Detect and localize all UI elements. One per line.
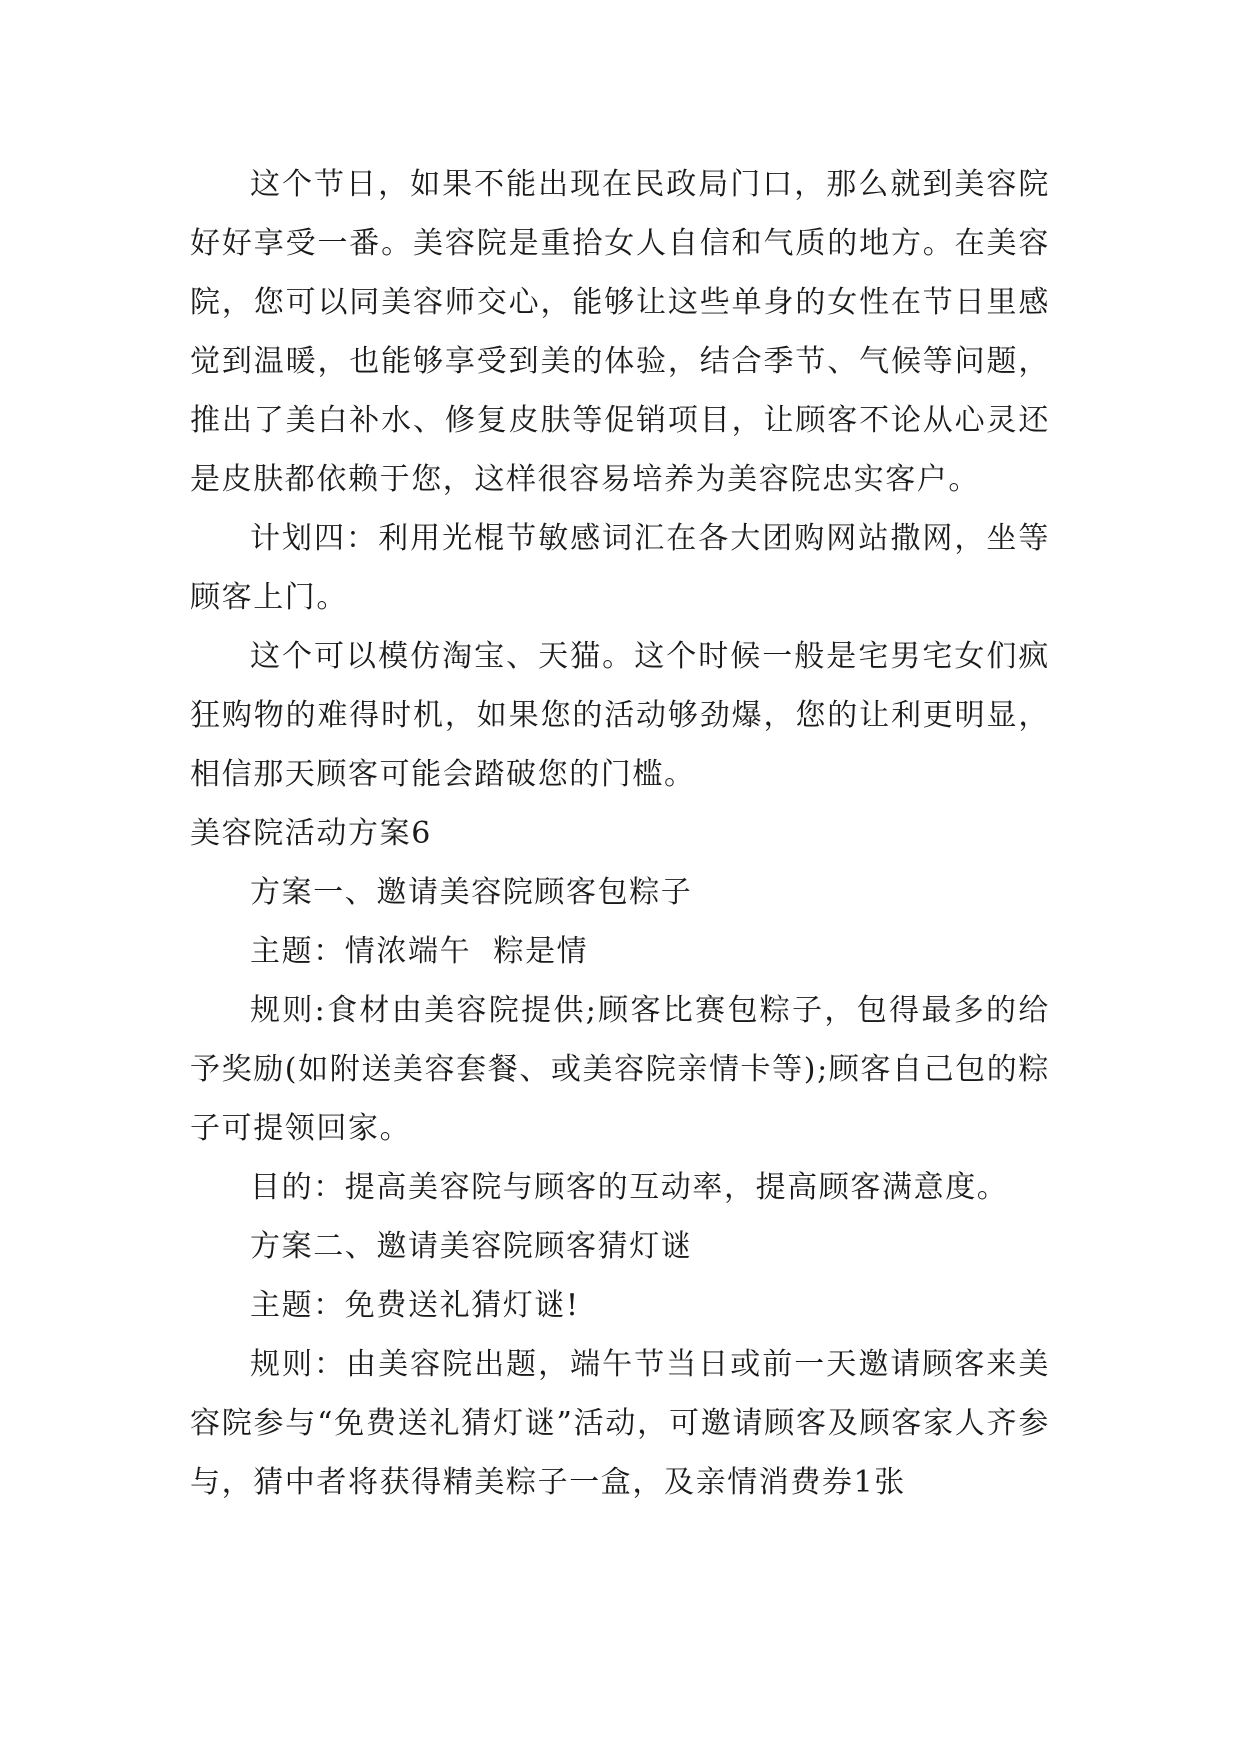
paragraph-scheme-two: 方案二、邀请美容院顾客猜灯谜 <box>250 1229 693 1264</box>
paragraph-scheme-two-rules: 规则：由美容院出题，端午节当日或前一天邀请顾客来美容院参与“免费送礼猜灯谜”活动，可邀请顾客及顾客家人齐参与，猜中者将获得精美粽子一盒，及亲情消费券1张 <box>190 1347 1050 1500</box>
section-heading: 美容院活动方案6 <box>190 816 432 851</box>
document-body <box>190 155 1050 1512</box>
paragraph-scheme-two-theme: 主题：免费送礼猜灯谜! <box>250 1288 580 1323</box>
paragraph-scheme-one-purpose: 目的：提高美容院与顾客的互动率，提高顾客满意度。 <box>250 1170 1009 1205</box>
paragraph-plan-four: 计划四：利用光棍节敏感词汇在各大团购网站撒网，坐等顾客上门。 <box>190 521 1050 615</box>
paragraph-holiday-salon: 这个节日，如果不能出现在民政局门口，那么就到美容院好好享受一番。美容院是重拾女人自信和气质的地方。在美容院，您可以同美容师交心，能够让这些单身的女性在节日里感觉到温暖，也能够享受到美的体验，结合季节、气候等问题，推出了美白补水、修复皮肤等促销项目，让顾客不论从心灵还是皮肤都依赖于您，这样很容易培养为美容院忠实客户。 <box>190 167 1050 497</box>
paragraph-scheme-one-rules: 规则:食材由美容院提供;顾客比赛包粽子，包得最多的给予奖励(如附送美容套餐、或美容院亲情卡等);顾客自己包的粽子可提领回家。 <box>190 993 1050 1146</box>
paragraph-scheme-one-theme: 主题：情浓端午 粽是情 <box>250 934 589 969</box>
paragraph-scheme-one: 方案一、邀请美容院顾客包粽子 <box>250 875 693 910</box>
paragraph-taobao-tmall: 这个可以模仿淘宝、天猫。这个时候一般是宅男宅女们疯狂购物的难得时机，如果您的活动够劲爆，您的让利更明显，相信那天顾客可能会踏破您的门槛。 <box>190 639 1050 792</box>
